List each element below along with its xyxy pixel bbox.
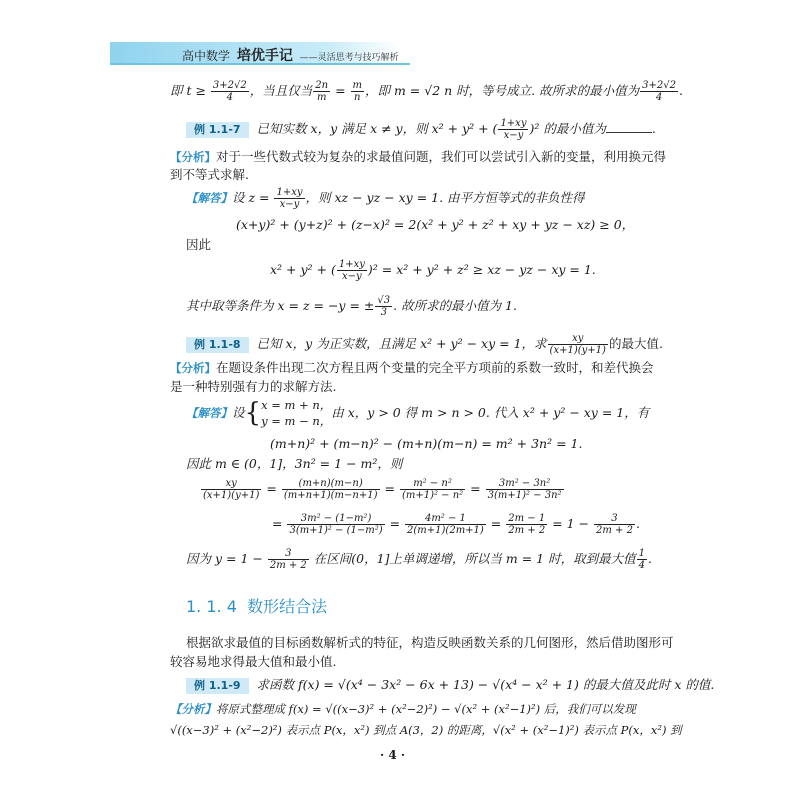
fraction: $\frac{3}{2m + 2}$	[269, 548, 307, 571]
text: 在题设条件出现二次方程且两个变量的完全平方项前的系数一致时，和差代换会	[216, 360, 654, 375]
example-9-stem	[186, 678, 714, 694]
text: 将原式整理成 f(x) = √((x−3)² + (x²−2)²) − √(x² + (x²−1)²) 后，我们可以发现	[216, 702, 636, 716]
text: .	[651, 121, 656, 136]
text: )² 的最小值为	[529, 121, 606, 136]
section-intro: 根据欲求最值的目标函数解析式的特征，构造反映函数关系的几何图形，然后借助图形可	[186, 635, 674, 650]
text: 即 t ≥	[170, 83, 210, 98]
fraction: $\frac{\text{m² − n²}}{\text{(m+1)² − n²}}$	[401, 478, 464, 501]
fraction: $\frac{xy}{(x+1)(y+1)}$	[203, 478, 260, 501]
example-7-analysis-cont: 到不等式求解.	[170, 167, 249, 182]
example-tag: 例 1.1-7	[186, 122, 249, 138]
analysis-label: 【分析】	[170, 702, 216, 716]
fraction: $\frac{3}{2m + 2}$	[596, 513, 633, 536]
text: 由 x，y > 0 得 m > n > 0. 代入 x² + y² − xy = 1，有	[331, 405, 650, 421]
text: 已知 x，y 为正实数，且满足 x² + y² − xy = 1，求	[256, 336, 547, 351]
fraction: $\frac{3+2√2}{4}$	[212, 80, 247, 103]
example-7-equation-2	[270, 259, 596, 282]
example-7-conclusion	[186, 295, 517, 318]
example-tag: 例 1.1-8	[186, 337, 249, 353]
fraction: $\frac{3+2√2}{4}$	[642, 80, 676, 103]
example-7-solution	[186, 187, 585, 210]
running-header	[182, 45, 399, 65]
text: .	[635, 516, 640, 531]
fraction: $\frac{√3}{3}$	[377, 295, 391, 318]
fraction: $\frac{\text{4m² − 1}}{2(m+1)(2m+1)}$	[407, 513, 484, 536]
example-8-equation-1: (m+n)² + (m−n)² − (m+n)(m−n) = m² + 3n² = 1.	[270, 436, 583, 451]
example-8-solution	[186, 398, 649, 429]
text: .	[647, 551, 652, 566]
solution-label: 【解答】	[186, 191, 232, 205]
example-9-analysis	[170, 703, 636, 716]
page-number: · 4 ·	[380, 748, 406, 762]
fraction: $\frac{\text{3m² − 3n²}}{\text{3(m+1)² − 3n²}}$	[487, 478, 562, 501]
example-7-stem	[186, 118, 656, 141]
example-tag: 例 1.1-9	[186, 678, 249, 694]
analysis-label: 【分析】	[170, 150, 216, 164]
example-8-chain-1: $\frac{xy}{(x+1)(y+1)}$ = $\frac{(m+n)(m-n)}{(m+n+1)(m-n+1)}$ = $\frac{\text{m² − n²}}{\text{(m+1)² − n²}}$ = $\frac{\text{3m² − 3n²}}{\text{3(m+1)² − 3n²}}$	[203, 478, 562, 501]
fraction: $\frac{(m+n)(m-n)}{(m+n+1)(m-n+1)}$	[283, 478, 378, 501]
text: . 故所求的最小值为 1.	[393, 298, 517, 313]
answer-blank	[606, 122, 652, 133]
example-8-analysis	[170, 361, 654, 375]
example-8-analysis-cont: 是一种特别强有力的求解方法.	[170, 379, 337, 394]
book-name: 高中数学	[182, 49, 231, 63]
example-7-therefore: 因此	[186, 237, 212, 252]
example-8-final	[186, 548, 652, 571]
text: 因为 y = 1 −	[186, 551, 267, 566]
section-number: 1. 1. 4	[186, 597, 237, 616]
fraction: $\frac{xy}{(x+1)(y+1)}$	[549, 333, 606, 356]
fraction: $\frac{\text{3m² − (1−m²)}}{\text{3(m+1)² − (1−m²)}}$	[289, 513, 383, 536]
book-title: 培优手记	[236, 48, 293, 64]
example-9-analysis-cont: √((x−3)² + (x²−2)²) 表示点 P(x，x²) 到点 A(3，2) 的距离，√(x² + (x²−1)²) 表示点 P(x，x²) 到	[170, 723, 682, 737]
text: 在区间(0，1]上单调递增，所以当 m = 1 时，取到最大值	[309, 551, 636, 566]
book-subtitle: ——灵活思考与技巧解析	[299, 53, 399, 63]
text: =	[331, 83, 350, 98]
example-7-analysis	[170, 150, 666, 164]
fraction: $\frac{1+xy}{x-y}$	[500, 118, 527, 141]
text: 已知实数 x，y 满足 x ≠ y，则 x² + y² + (	[256, 121, 498, 136]
text: 对于一些代数式较为复杂的求最值问题，我们可以尝试引入新的变量，利用换元得	[216, 149, 667, 164]
example-8-chain-2: = $\frac{\text{3m² − (1−m²)}}{\text{3(m+1)² − (1−m²)}}$ = $\frac{\text{4m² − 1}}{2(m+1)(2m+1)}$ = $\frac{2m - 1}{2m + 2}$ = 1 − $\frac{3}{2m + 2}$ .	[272, 513, 640, 536]
example-8-line-3: 因此 m ∈ (0，1]，3n² = 1 − m²，则	[186, 456, 403, 471]
text: 的最大值.	[608, 336, 663, 351]
fraction: $\frac{1+xy}{x-y}$	[338, 259, 365, 282]
fraction: $\frac{2n}{m}$	[315, 80, 329, 103]
intro-line	[170, 80, 683, 103]
example-7-equation-1: (x+y)² + (y+z)² + (z−x)² = 2(x² + y² + z² + xy + yz − xz) ≥ 0，	[236, 217, 635, 232]
section-heading	[186, 594, 327, 617]
section-intro-cont: 较容易地求得最大值和最小值.	[170, 654, 337, 669]
text: ，即 m = √2 n 时，等号成立. 故所求的最小值为	[365, 83, 640, 98]
text: )² = x² + y² + z² ≥ xz − yz − xy = 1.	[367, 262, 596, 277]
text: 设	[232, 405, 245, 421]
fraction: $\frac{1+xy}{x-y}$	[276, 187, 303, 210]
fraction: $\frac{m}{n}$	[352, 80, 362, 103]
text: ，当且仅当	[249, 83, 313, 98]
text: x² + y² + (	[270, 262, 336, 277]
text: 设 z =	[232, 190, 274, 205]
solution-label: 【解答】	[186, 406, 232, 421]
text: 其中取等条件为 x = z = −y = ±	[186, 298, 375, 313]
fraction: $\frac{1}{4}$	[638, 548, 645, 571]
analysis-label: 【分析】	[170, 361, 216, 375]
substitution-system: x = m + n， y = m − n，	[261, 398, 332, 428]
text: .	[678, 83, 683, 98]
fraction: $\frac{2m - 1}{2m + 2}$	[508, 513, 546, 536]
brace: {	[244, 398, 262, 429]
section-title: 数形结合法	[247, 597, 328, 616]
text: ，则 xz − yz − xy = 1. 由平方恒等式的非负性得	[305, 190, 585, 205]
text: 求函数 f(x) = √(x⁴ − 3x² − 6x + 13) − √(x⁴ − x² + 1) 的最大值及此时 x 的值.	[256, 677, 715, 692]
text: = 1 −	[548, 516, 593, 531]
example-8-stem	[186, 333, 663, 356]
